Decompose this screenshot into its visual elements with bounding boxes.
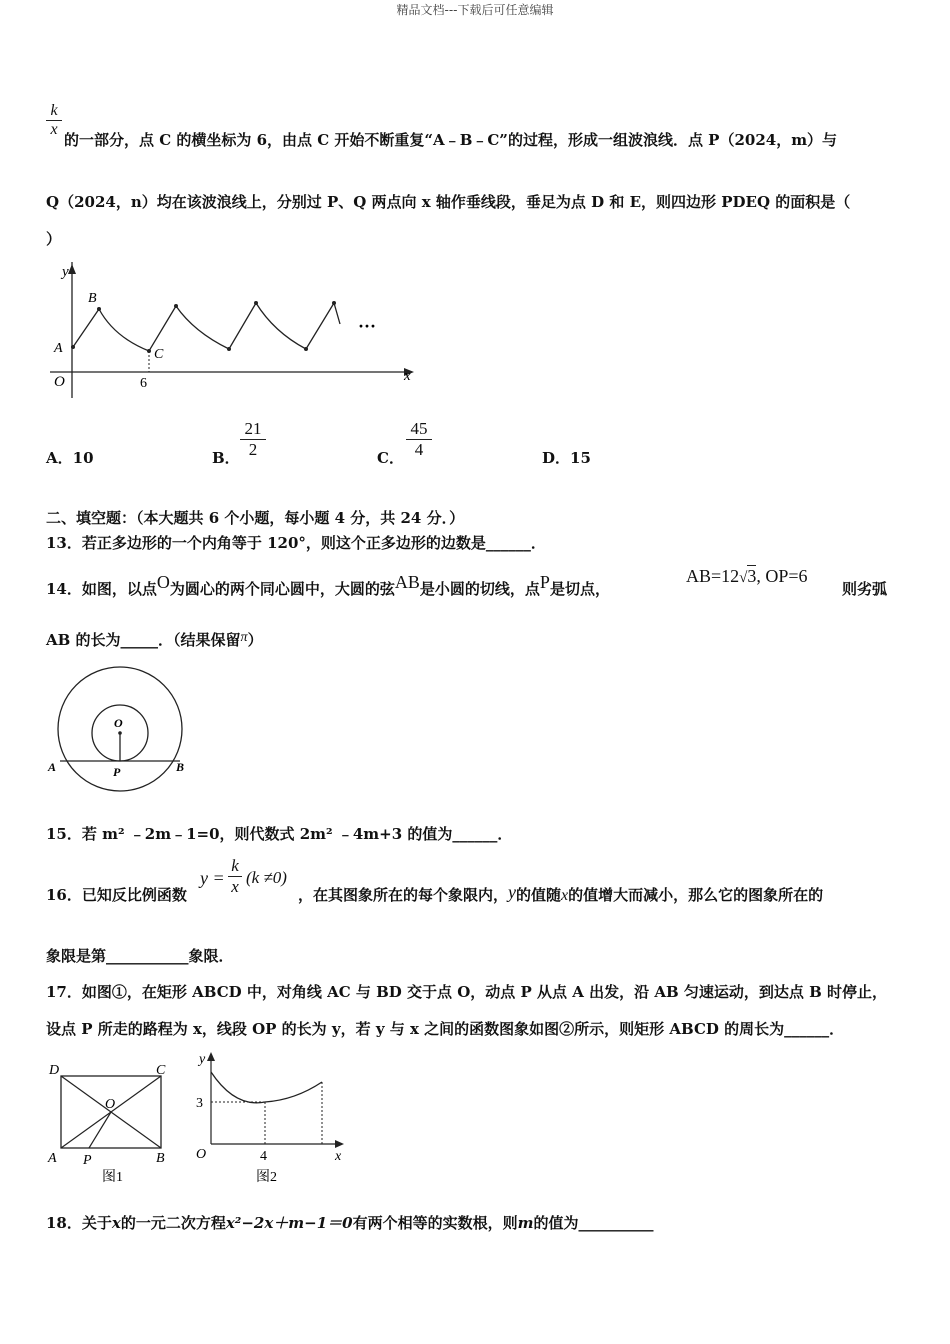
point-a [71, 345, 75, 349]
function-curve [211, 1072, 322, 1103]
wave-peak-2 [174, 304, 178, 308]
wave-peak-3 [254, 301, 258, 305]
q18-text-2: 的一元二次方程 [120, 1214, 226, 1232]
q14-line2 [46, 629, 263, 650]
point-b [97, 307, 101, 311]
q18 [46, 1212, 654, 1233]
q14-text-3: 是小圆的切线，点 [419, 580, 540, 598]
q12-line3: ） [46, 230, 62, 248]
q12-line1: 的一部分，点 C 的横坐标为 6，由点 C 开始不断重复“A﹣B﹣C”的过程，形成一组波浪线．点 P（2024，m）与 [64, 131, 838, 149]
figure1-caption: 图1 [102, 1170, 123, 1185]
q16-fraction [228, 856, 242, 897]
q15: 15．若 m² ﹣2m﹣1=0，则代数式 2m² ﹣4m+3 的值为______． [46, 825, 513, 843]
point-c-label: C [154, 347, 164, 362]
label-d: D [49, 1063, 60, 1078]
q16-text-3: 的值随 [516, 886, 562, 904]
label-p: P [83, 1153, 92, 1168]
wave-curve [73, 303, 340, 351]
option-b-numerator: 21 [244, 419, 262, 438]
option-a: A．10 [46, 449, 94, 467]
q12-line2: Q（2024，n）均在该波浪线上，分别过 P、Q 两点向 x 轴作垂线段，垂足为点 D 和 E，则四边形 PDEQ 的面积是（ [46, 193, 851, 211]
q17-figure2 [190, 1050, 350, 1188]
option-c-numerator: 45 [410, 419, 428, 438]
x-tick-4: 4 [260, 1149, 267, 1164]
label-a: A [48, 1151, 57, 1166]
q13: 13．若正多边形的一个内角等于 120°，则这个正多边形的边数是______． [46, 534, 546, 552]
option-b-fraction [240, 419, 266, 460]
q17-line1: 17．如图①，在矩形 ABCD 中，对角线 AC 与 BD 交于点 O，动点 P 从点 A 出发，沿 AB 匀速运动，到达点 B 时停止， [46, 983, 887, 1001]
y-axis-label: y [199, 1052, 206, 1067]
q16-line1-a: 16．已知反比例函数 [46, 886, 187, 904]
q16-frac-x: x [228, 876, 242, 897]
q18-var-x: x [111, 1214, 121, 1232]
q16-text-2: ，在其图象所在的每个象限内， [298, 886, 509, 904]
label-o: O [105, 1097, 116, 1112]
origin-label: O [196, 1147, 207, 1162]
point-c [147, 349, 151, 353]
figure2-caption: 图2 [256, 1170, 277, 1185]
q14-point-p: P [539, 572, 550, 592]
q16-y-eq: y = [200, 868, 225, 888]
q18-var-m: m [517, 1214, 534, 1232]
label-b: B [156, 1151, 165, 1166]
q14-cond-ab: AB=12 [686, 566, 740, 586]
q18-text-4: 的值为__________ [533, 1214, 654, 1232]
y-axis-arrow [207, 1052, 215, 1061]
page-header: 精品文档---下载后可任意编辑 [396, 3, 554, 17]
fraction-numerator: k [50, 102, 58, 119]
tick-6-label: 6 [140, 376, 147, 391]
section2-title: 二、填空题：（本大题共 6 个小题，每小题 4 分，共 24 分．） [46, 509, 465, 527]
origin-label: O [54, 374, 65, 390]
wave-trough-2 [227, 347, 231, 351]
q14-text-5: 则劣弧 [842, 580, 888, 598]
q16-frac-k: k [231, 856, 239, 875]
x-axis-arrow [335, 1140, 344, 1148]
q14-line1 [46, 572, 610, 599]
label-o: O [114, 716, 123, 730]
option-d: D．15 [542, 449, 591, 467]
q14-line2-b: ） [247, 631, 263, 649]
q14-chord-ab: AB [394, 572, 420, 592]
q16-condition: (k ≠0) [246, 868, 287, 887]
q18-text-3: 有两个相等的实数根，则 [352, 1214, 518, 1232]
option-b-prefix: B． [212, 449, 240, 467]
y-axis-label: y [62, 264, 69, 280]
point-a-label: A [54, 341, 63, 356]
label-c: C [156, 1063, 166, 1078]
q14-circles-figure [44, 665, 194, 800]
option-c-denominator: 4 [406, 439, 432, 460]
x-axis-label: x [404, 368, 411, 384]
q14-text-2: 为圆心的两个同心圆中，大圆的弦 [169, 580, 395, 598]
wave-trough-3 [304, 347, 308, 351]
q16-line1-b [298, 884, 823, 905]
q14-line2-a: AB 的长为_____．（结果保留 [46, 631, 241, 649]
option-c-fraction [406, 419, 432, 460]
q14-text-1: 14．如图，以点 [46, 580, 157, 598]
fraction-k-over-x [46, 102, 62, 139]
x-axis-label: x [335, 1149, 342, 1164]
q14-sqrt-value: 3 [747, 566, 757, 586]
q16-line2: 象限是第___________象限． [46, 947, 234, 965]
y-axis-arrow [68, 264, 76, 274]
q12-wave-graph [44, 262, 424, 402]
q14-condition: AB=12√3, OP=6 [686, 566, 808, 586]
q14-cond-op: , OP=6 [756, 566, 808, 586]
q14-point-o: O [156, 572, 170, 592]
center-o [118, 731, 122, 735]
label-b: B [176, 760, 185, 774]
point-b-label: B [88, 291, 97, 306]
q14-text-4: 是切点， [549, 580, 610, 598]
label-p: P [113, 765, 121, 779]
segment-op [89, 1112, 111, 1148]
continuation-dots: ··· [358, 316, 377, 336]
option-b-denominator: 2 [240, 439, 266, 460]
option-c-prefix: C． [377, 449, 404, 467]
q16-var-y: y [508, 882, 517, 902]
y-tick-3: 3 [196, 1096, 203, 1111]
fraction-denominator: x [46, 120, 62, 139]
q17-line2: 设点 P 所走的路程为 x，线段 OP 的长为 y，若 y 与 x 之间的函数图象如图②所示，则矩形 ABCD 的周长为______． [46, 1020, 845, 1038]
q18-equation: x²−2x＋m−1＝0 [225, 1214, 353, 1232]
q18-text-1: 18．关于 [46, 1214, 112, 1232]
q16-var-x: x [561, 887, 569, 904]
q17-figure1 [44, 1058, 179, 1188]
q16-text-4: 的值增大而减小，那么它的图象所在的 [568, 886, 824, 904]
q14-pi: π [240, 630, 248, 645]
wave-peak-4 [332, 301, 336, 305]
label-a: A [48, 760, 57, 774]
